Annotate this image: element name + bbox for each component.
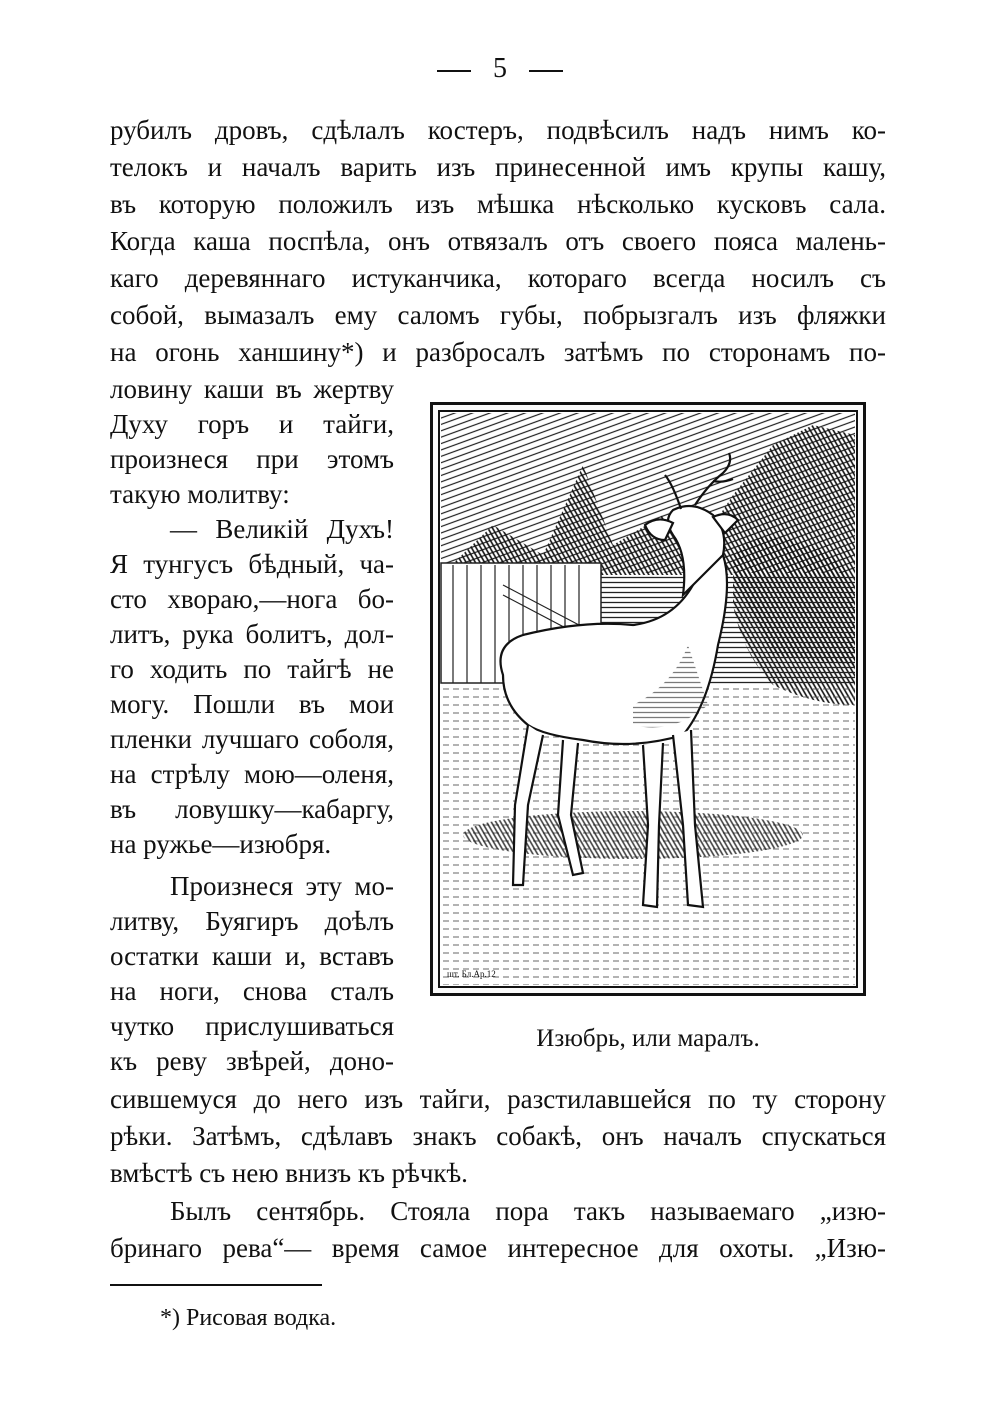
text-line: рѣки. Затѣмъ, сдѣлавъ знакъ собакѣ, онъ началъ спускаться (110, 1121, 886, 1151)
text-line: могу. Пошли въ мои (110, 689, 394, 719)
text-line: вмѣстѣ съ нею внизъ къ рѣчкѣ. (110, 1158, 468, 1188)
text-line: на ноги, снова сталъ (110, 976, 394, 1006)
text-line: Когда каша поспѣла, онъ отвязалъ отъ своего пояса малень- (110, 226, 886, 256)
footnote: *) Рисовая водка. (160, 1305, 337, 1331)
text-line: Произнеся эту мо- (170, 871, 394, 901)
text-line: литву, Буягиръ доѣлъ (110, 906, 394, 936)
engraver-signature: шт. Бл.Ар.12 (447, 969, 496, 979)
text-line: Былъ сентябрь. Стояла пора такъ называемаго „изю- (170, 1196, 886, 1226)
text-line: сившемуся до него изъ тайги, разстилавшейся по ту сторону (110, 1084, 886, 1114)
text-line: рубилъ дровъ, сдѣлалъ костеръ, подвѣсилъ надъ нимъ ко- (110, 115, 886, 145)
page-number (0, 52, 1000, 86)
text-line: въ которую положилъ изъ мѣшка нѣсколько кусковъ сала. (110, 189, 886, 219)
deer-engraving (433, 405, 863, 993)
text-line: сто хвораю,—нога бо- (110, 584, 394, 614)
text-line: Духу горъ и тайги, (110, 409, 394, 439)
text-line: чутко прислушиваться (110, 1011, 394, 1041)
text-line: собой, вымазалъ ему саломъ губы, побрызгалъ изъ фляжки (110, 300, 886, 330)
text-line: го ходить по тайгѣ не (110, 654, 394, 684)
deer-illustration (430, 402, 866, 996)
page-number-dash-left (437, 70, 471, 72)
text-line: бринаго рева“— время самое интересное для охоты. „Изю- (110, 1233, 886, 1263)
text-line: въ ловушку—кабаргу, (110, 794, 394, 824)
text-line: на стрѣлу мою—оленя, (110, 759, 394, 789)
text-line: литъ, рука болитъ, дол- (110, 619, 394, 649)
footnote-rule (110, 1284, 322, 1286)
text-line: произнеся при этомъ (110, 444, 394, 474)
text-line: такую молитву: (110, 479, 290, 509)
figure-caption: Изюбрь, или маралъ. (536, 1025, 760, 1052)
text-line: Я тунгусъ бѣдный, ча- (110, 549, 394, 579)
text-line: къ реву звѣрей, доно- (110, 1046, 394, 1076)
text-line: — Великій Духъ! (170, 514, 394, 544)
text-line: пленки лучшаго соболя, (110, 724, 394, 754)
text-line: на ружье—изюбря. (110, 829, 332, 859)
text-line: ловину каши въ жертву (110, 374, 394, 404)
page-number-dash-right (529, 70, 563, 72)
text-line: остатки каши и, вставъ (110, 941, 394, 971)
page-number-value: 5 (493, 53, 507, 84)
text-line: каго деревяннаго истуканчика, котораго всегда носилъ съ (110, 263, 886, 293)
text-line: на огонь ханшину*) и разбросалъ затѣмъ по сторонамъ по- (110, 337, 886, 367)
text-line: телокъ и началъ варить изъ принесенной имъ крупы кашу, (110, 152, 886, 182)
